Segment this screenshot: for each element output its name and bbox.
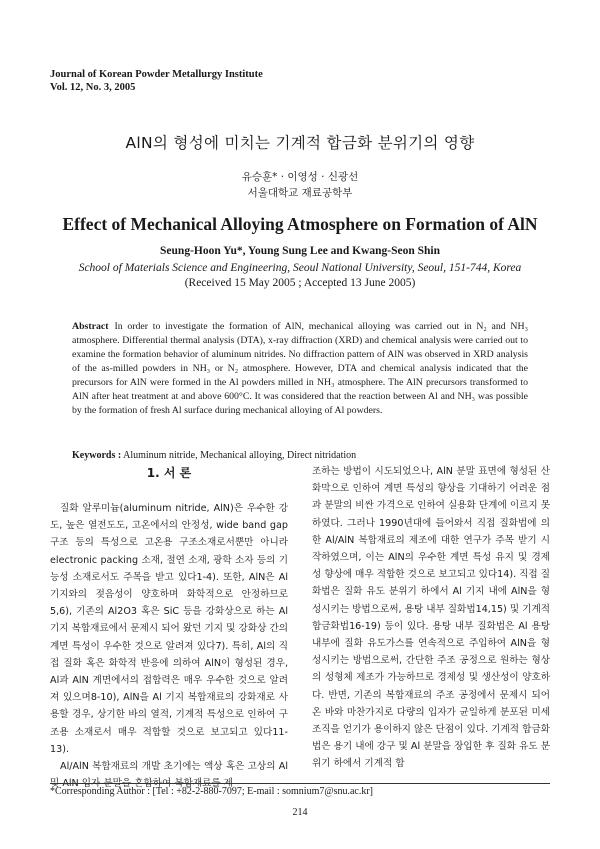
- authors-english: Seung-Hoon Yu*, Young Sung Lee and Kwang-Seon Shin: [160, 245, 440, 257]
- body-paragraph: 질화 알루미늄(aluminum nitride, AlN)은 우수한 강도, 높은 열전도도, 고온에서의 안정성, wide band gap 구조 등의 특성으로 고온용 구조소재로서뿐만 아니라 electronic packing 소재, 절연 소재, 광학 소자 등의 기능성 소재로서도 주목을 받고 있다1-4). 또한, AlN은 Al 기지와의 젖음성이 양호하며 화학적으로 안정하므로5,6), 기존의 Al2O3 혹은 SiC 등을 강화상으로 하는 Al 기지 복합재료에서 문제시 되어 왔던 기지 및 강화상 간의 계면 특성이 우수한 것으로 알려져 있다7). 특히, Al의 직접 질화 혹은 화학적 반응에 의하여 AlN이 형성된 경우, Al과 AlN 계면에서의 접합력은 매우 우수한 것으로 알려져 있으며8-10), AlN을 Al 기지 복합재료의 강화재로 사용할 경우, 상기한 바의 열적, 기계적 특성으로 인하여 구조용 소재로서 매우 적합할 것으로 보고되고 있다11-13).: [50, 503, 288, 755]
- journal-header: [50, 68, 263, 94]
- keywords-label: Keywords :: [72, 450, 122, 461]
- journal-volume: Vol. 12, No. 3, 2005: [50, 82, 136, 93]
- footnote-divider: [50, 783, 550, 784]
- journal-name: Journal of Korean Powder Metallurgy Institute: [50, 69, 263, 80]
- section-heading: 1. 서 론: [146, 466, 192, 480]
- title-english: Effect of Mechanical Alloying Atmosphere on Formation of AlN: [62, 214, 538, 234]
- body-paragraph: 조하는 방법이 시도되었으나, AlN 분말 표면에 형성된 산화막으로 인하여 계면 특성의 향상을 기대하기 어려운 점과 분말의 비싼 가격으로 인하여 실용화 단계에 이르지 못하였다. 그러나 1990년대에 들어와서 직접 질화법에 의한 Al/AlN 복합재료의 제조에 대한 연구가 주목 받기 시작하였으며, 이는 AlN의 우수한 계면 특성 유지 및 경제성 향상에 매우 적합한 것으로 보고되고 있다14). 직접 질화법은 질화 유도 분위기 하에서 Al 기지 내에 AlN을 형성시키는 방법으로써, 용탕 내부 질화법14,15) 및 기계적 합금화법16-19) 등이 있다. 용탕 내부 질화법은 Al 용탕 내부에 질화 유도가스를 연속적으로 주입하여 AlN을 형성시키는 방법으로써, 간단한 주조 공정으로 원하는 형상의 성형체 제조가 가능하므로 경제성 및 생산성이 양호하다. 반면, 기존의 복합재료의 주조 공정에서 문제시 되어 온 바와 마찬가지로 다량의 입자가 균일하게 분포된 미세조직을 얻기가 용이하지 않은 단점이 있다. 기계적 합금화법은 용기 내에 강구 및 Al 분말을 장입한 후 질화 유도 분위기 하에서 기계적 합: [312, 466, 551, 770]
- received-dates: (Received 15 May 2005 ; Accepted 13 June 2005): [184, 277, 416, 289]
- keywords-text: Aluminum nitride, Mechanical alloying, Direct nitridation: [123, 450, 357, 461]
- keywords: [72, 450, 528, 461]
- body-paragraph: Al/AlN 복합재료의 개발 초기에는 액상 혹은 고상의 Al 및 AlN 입자 분말을 혼합하여 복합재료를 제: [50, 761, 288, 790]
- page-number: 214: [292, 807, 308, 818]
- affiliation-english: School of Materials Science and Engineering, Seoul National University, Seoul, 151-744, Korea: [78, 262, 522, 274]
- authors-korean: 유승훈* · 이영성 · 신광선: [241, 171, 359, 183]
- body-column-right: [312, 463, 550, 773]
- affiliation-korean: 서울대학교 재료공학부: [247, 187, 353, 199]
- title-korean: AlN의 형성에 미치는 기계적 합금화 분위기의 영향: [125, 134, 475, 152]
- abstract-label: Abstract: [72, 321, 109, 332]
- body-column-left: [50, 463, 288, 792]
- abstract-text: In order to investigate the formation of AlN, mechanical alloying was carried out in N₂ and NH₃ atmosphere. Differential thermal analysis (DTA), x-ray diffraction (XRD) and chemical analysis were carried out to examine the formation behavior of aluminum nitrides. No diffraction pattern of AlN was observed in XRD analysis of the as-milled powders in NH₃ or N₂ atmosphere. However, DTA and chemical analysis indicated that the precursors for AlN were formed in the Al powders milled in NH₃ atmosphere. The AlN precursors transformed to AlN after heat treatment at and above 600°C. It was considered that the reaction between Al and NH₃ was possible by the formation of fresh Al surface during mechanical alloying of Al powders.: [72, 321, 528, 416]
- corresponding-author-footnote: *Corresponding Author : [Tel : +82-2-880-7097; E-mail : somnium7@snu.ac.kr]: [50, 786, 373, 797]
- abstract: [72, 320, 528, 418]
